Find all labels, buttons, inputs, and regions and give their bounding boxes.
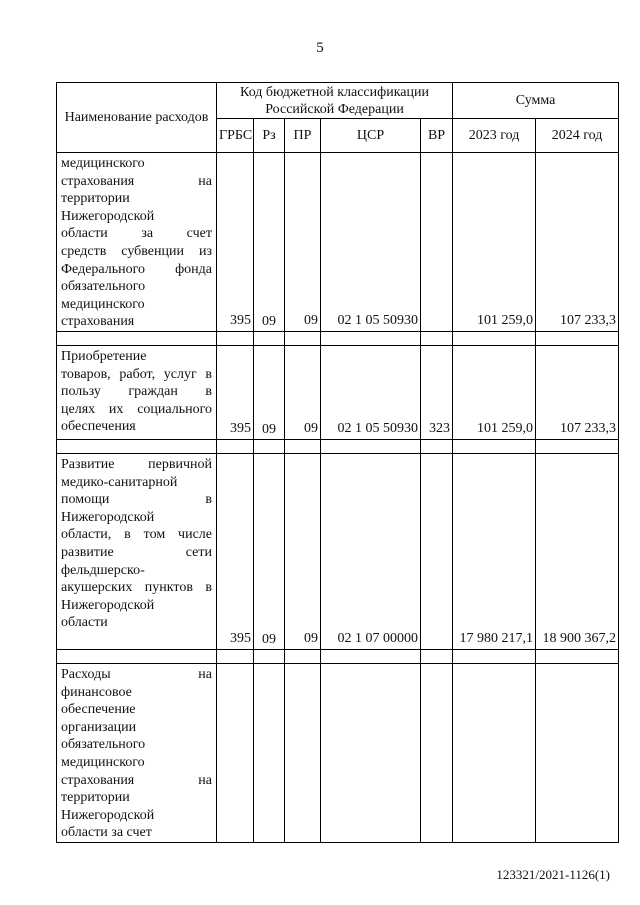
row-pr: 09 [285, 453, 321, 649]
document-number: 123321/2021-1126(1) [496, 867, 610, 882]
row-vr: 323 [421, 345, 453, 439]
spacer-row [57, 439, 619, 453]
header-sum-group: Сумма [453, 83, 619, 119]
spacer-cell [57, 649, 217, 663]
row-name-line: области, в том числе [61, 527, 212, 543]
row-name-line: помощи в [61, 492, 212, 508]
row-name-line: обязательного [61, 737, 146, 753]
row-name-line: территории [61, 790, 130, 806]
header-name: Наименование расходов [57, 83, 217, 153]
row-2024: 107 233,3 [536, 345, 619, 439]
row-name [57, 153, 217, 332]
page-number: 5 [316, 40, 324, 56]
row-2024: 18 900 367,2 [536, 453, 619, 649]
row-rz: 09 [254, 453, 285, 649]
row-csr: 02 1 05 50930 [321, 153, 421, 332]
spacer-cell [421, 439, 453, 453]
header-vr: ВР [421, 119, 453, 153]
spacer-cell [285, 439, 321, 453]
spacer-row [57, 331, 619, 345]
row-name-line: Приобретение [61, 348, 147, 364]
spacer-cell [453, 649, 536, 663]
spacer-cell [421, 331, 453, 345]
row-name-line: медицинского [61, 156, 145, 171]
spacer-cell [536, 439, 619, 453]
row-name-line: Федерального фонда [61, 261, 212, 277]
table-row [57, 453, 619, 649]
row-name [57, 453, 217, 649]
row-name-line: акушерских пунктов в [61, 580, 212, 596]
row-name-line: Нижегородской [61, 208, 155, 224]
row-name-line: Развитие первичной [61, 456, 212, 472]
row-rz: 09 [254, 153, 285, 332]
row-grbs: 395 [217, 345, 254, 439]
row-name-line: области за счет [61, 226, 212, 242]
row-name-line: целях их социального [61, 401, 212, 417]
row-name-line: медицинского [61, 754, 145, 770]
row-name [57, 345, 217, 439]
row-name-line: области [61, 615, 108, 631]
row-grbs [217, 663, 254, 842]
table-row [57, 663, 619, 842]
row-name-line: Нижегородской [61, 509, 155, 525]
row-2024: 107 233,3 [536, 153, 619, 332]
row-name-line: страхования на [61, 772, 212, 788]
row-csr: 02 1 07 00000 [321, 453, 421, 649]
row-name-line: страхования на [61, 173, 212, 189]
row-name-line: территории [61, 191, 130, 207]
budget-table [56, 82, 619, 843]
spacer-cell [57, 331, 217, 345]
row-name-line: обеспечения [61, 419, 136, 435]
row-2023 [453, 663, 536, 842]
row-name-line: области за счет [61, 825, 152, 841]
spacer-cell [217, 649, 254, 663]
row-vr [421, 663, 453, 842]
spacer-cell [57, 439, 217, 453]
row-name-line: организации [61, 719, 137, 735]
spacer-cell [421, 649, 453, 663]
header-csr: ЦСР [321, 119, 421, 153]
row-name-line: Нижегородской [61, 597, 155, 613]
row-name-line: Нижегородской [61, 807, 155, 823]
row-grbs: 395 [217, 453, 254, 649]
row-name-line: средств субвенции из [61, 243, 212, 259]
row-name-line: развитие сети [61, 544, 212, 560]
spacer-cell [321, 439, 421, 453]
spacer-cell [285, 331, 321, 345]
spacer-cell [254, 649, 285, 663]
table-row [57, 153, 619, 332]
row-csr: 02 1 05 50930 [321, 345, 421, 439]
header-code-group: Код бюджетной классификации Российской Федерации [217, 83, 453, 119]
spacer-cell [254, 439, 285, 453]
row-csr [321, 663, 421, 842]
spacer-cell [254, 331, 285, 345]
spacer-cell [536, 331, 619, 345]
header-2024: 2024 год [536, 119, 619, 153]
row-name-line: фельдшерско- [61, 562, 145, 578]
table-body [57, 153, 619, 843]
header-pr: ПР [285, 119, 321, 153]
spacer-cell [321, 649, 421, 663]
row-name-line: медико-санитарной [61, 474, 178, 490]
row-vr [421, 453, 453, 649]
row-name-line: обеспечение [61, 702, 136, 718]
row-name-line: товаров, работ, услуг в [61, 366, 212, 382]
row-name-line: медицинского [61, 296, 145, 312]
spacer-cell [453, 331, 536, 345]
row-2023: 17 980 217,1 [453, 453, 536, 649]
spacer-cell [321, 331, 421, 345]
row-name-line: обязательного [61, 279, 146, 295]
table-row [57, 345, 619, 439]
row-2024 [536, 663, 619, 842]
header-2023: 2023 год [453, 119, 536, 153]
row-pr [285, 663, 321, 842]
row-grbs: 395 [217, 153, 254, 332]
row-vr [421, 153, 453, 332]
row-rz: 09 [254, 345, 285, 439]
row-name-line: пользу граждан в [61, 384, 212, 400]
spacer-cell [217, 331, 254, 345]
row-rz [254, 663, 285, 842]
spacer-cell [285, 649, 321, 663]
row-name-line: Расходы на [61, 666, 212, 682]
row-name-line: финансовое [61, 684, 132, 700]
row-pr: 09 [285, 153, 321, 332]
spacer-row [57, 649, 619, 663]
spacer-cell [217, 439, 254, 453]
row-2023: 101 259,0 [453, 345, 536, 439]
header-grbs: ГРБС [217, 119, 254, 153]
row-pr: 09 [285, 345, 321, 439]
row-name [57, 663, 217, 842]
spacer-cell [536, 649, 619, 663]
spacer-cell [453, 439, 536, 453]
row-name-line: страхования [61, 314, 135, 330]
header-rz: Рз [254, 119, 285, 153]
row-2023: 101 259,0 [453, 153, 536, 332]
